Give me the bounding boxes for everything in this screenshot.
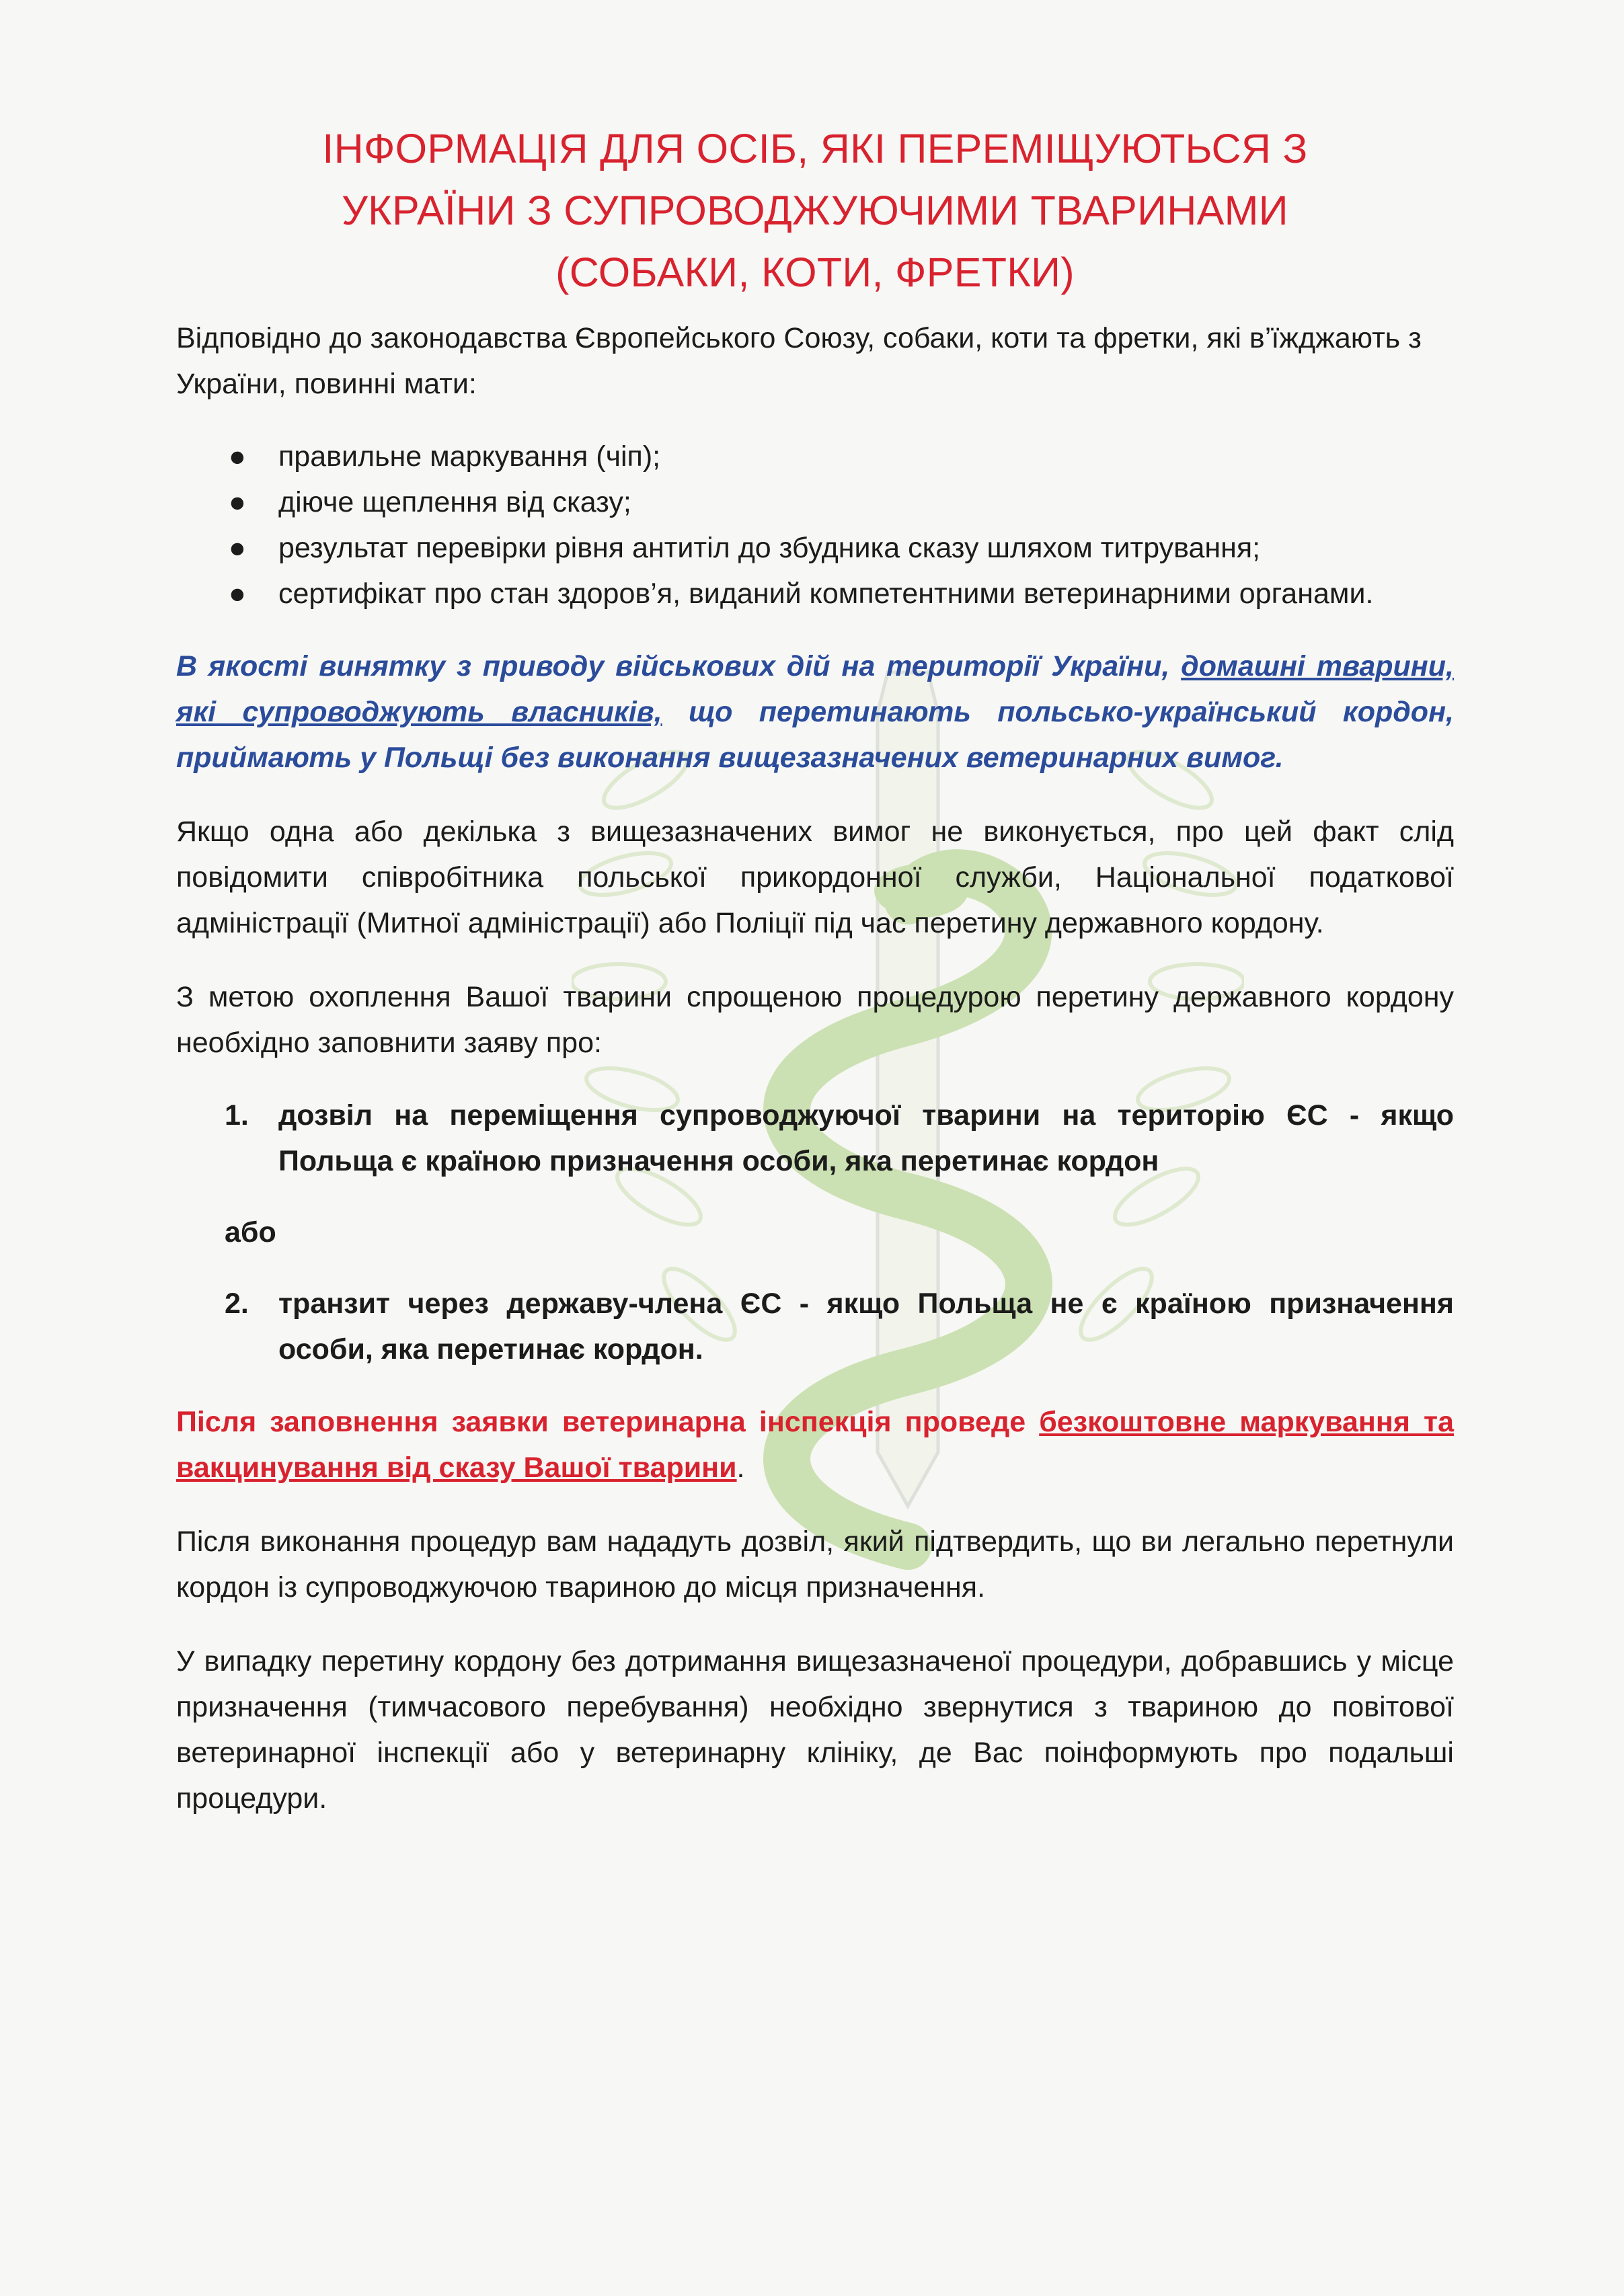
option-item-2: [176, 1281, 1454, 1372]
bullet-icon: ●: [229, 578, 246, 610]
bullet-icon: ●: [229, 486, 246, 518]
bullet-icon: ●: [229, 440, 246, 473]
apply-paragraph: З метою охоплення Вашої тварини спрощеною процедурою перетину державного кордону необхідно заповнити заяву про:: [176, 981, 1454, 1059]
requirement-text: правильне маркування (чіп);: [278, 440, 661, 473]
title-line-3: (СОБАКИ, КОТИ, ФРЕТКИ): [555, 249, 1075, 295]
exception-text-1: В якості винятку з приводу військових дій на території України,: [176, 650, 1182, 682]
requirements-list: [176, 434, 1454, 617]
requirement-text: результат перевірки рівня антитіл до збудника сказу шляхом титрування;: [278, 532, 1261, 564]
document-body: [176, 118, 1454, 1821]
highlight-text-1: Після заповнення заявки ветеринарна інспекція проведе: [176, 1406, 1040, 1438]
title-line-2: УКРАЇНИ З СУПРОВОДЖУЮЧИМИ ТВАРИНАМИ: [342, 188, 1288, 233]
exception-paragraph: [176, 643, 1454, 781]
option-number: 2.: [225, 1288, 249, 1320]
requirement-item: [176, 525, 1454, 571]
requirement-text: діюче щеплення від сказу;: [278, 486, 631, 518]
highlight-text-underlined: безкоштовне маркування та вакцинування від сказу Вашої тварини: [176, 1406, 1455, 1484]
bullet-icon: ●: [229, 532, 246, 564]
application-options-list: [176, 1093, 1454, 1184]
title-line-1: ІНФОРМАЦІЯ ДЛЯ ОСІБ, ЯКІ ПЕРЕМІЩУЮТЬСЯ З: [322, 126, 1308, 171]
requirement-text: сертифікат про стан здоров’я, виданий компетентними ветеринарними органами.: [278, 578, 1374, 610]
requirement-item: [176, 434, 1454, 479]
option-text: дозвіл на переміщення супроводжуючої тварини на територію ЄС - якщо Польща є країною призначення особи, яка перетинає кордон: [278, 1099, 1454, 1177]
free-procedure-paragraph: [176, 1399, 1454, 1491]
intro-paragraph: Відповідно до законодавства Європейського Союзу, собаки, коти та фретки, які в’їжджають з України, повинні мати:: [176, 322, 1422, 400]
no-procedure-paragraph: У випадку перетину кордону без дотримання вищезазначеної процедури, добравшись у місце призначення (тимчасового перебування) необхідно звернутися з твариною до повітової ветеринарної інспекції або у ветеринарну клініку, де Вас поінформують про подальші процедури.: [176, 1645, 1454, 1815]
requirement-item: [176, 479, 1454, 525]
option-number: 1.: [225, 1099, 249, 1132]
notify-paragraph: Якщо одна або декілька з вищезазначених вимог не виконується, про цей факт слід повідомити співробітника польської прикордонної служби, Національної податкової адміністрації (Митної адміністрації) або Поліції під час перетину державного кордону.: [176, 816, 1454, 939]
exception-text-3: що перетинають польсько-український кордон, приймають у Польщі без виконання вищезазначених ветеринарних вимог.: [176, 696, 1454, 774]
requirement-item: [176, 571, 1454, 617]
highlight-tail: .: [736, 1452, 745, 1484]
application-options-list-2: [176, 1281, 1454, 1372]
permit-paragraph: Після виконання процедур вам нададуть дозвіл, який підтвердить, що ви легально перетнули кордон із супроводжуючою твариною до місця призначення.: [176, 1526, 1454, 1604]
option-text: транзит через державу-члена ЄС - якщо Польща не є країною призначення особи, яка перетинає кордон.: [278, 1288, 1454, 1365]
or-separator: або: [225, 1216, 276, 1249]
option-item-1: [176, 1093, 1454, 1184]
page-title: [176, 118, 1454, 303]
exception-text-underlined: домашні тварини, які супроводжують власників,: [176, 650, 1454, 728]
